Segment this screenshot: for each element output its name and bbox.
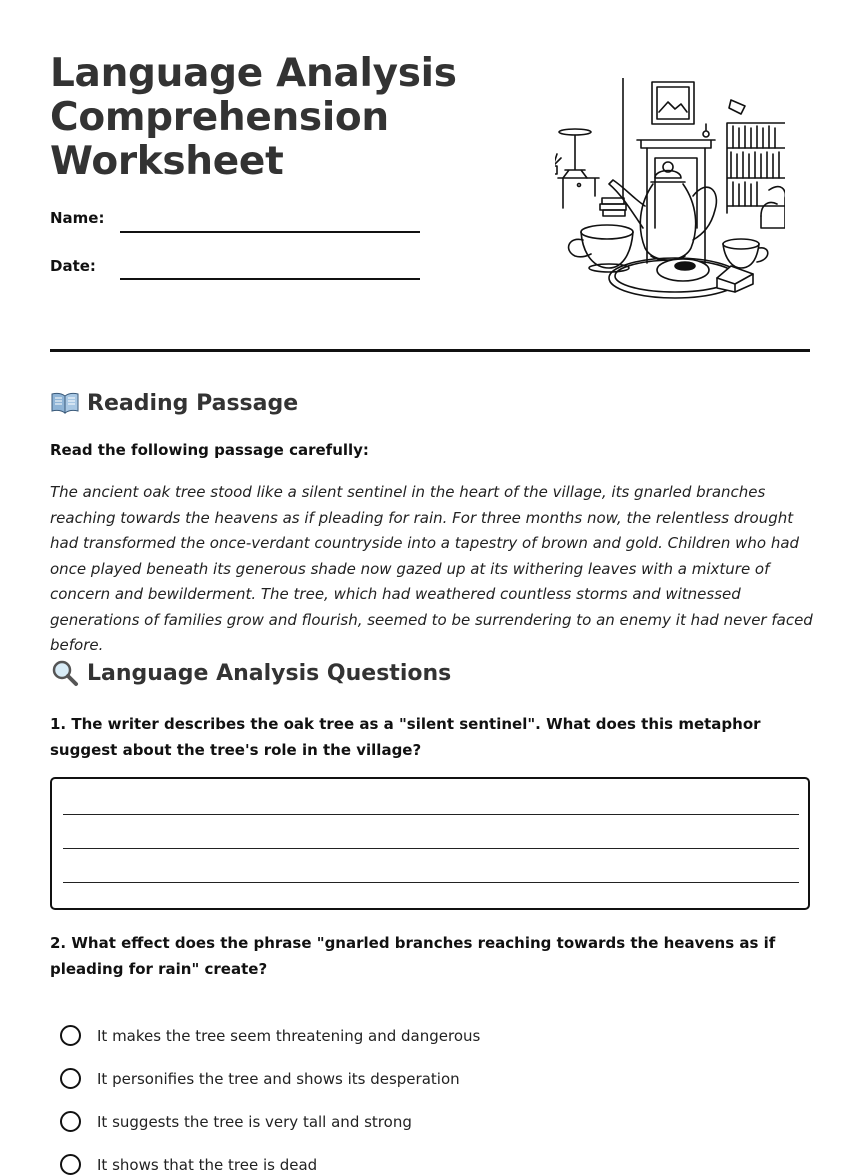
name-field[interactable] bbox=[120, 231, 420, 233]
date-field[interactable] bbox=[120, 278, 420, 280]
reading-instruction: Read the following passage carefully: bbox=[50, 441, 369, 459]
question-2-option-c[interactable] bbox=[60, 1111, 412, 1132]
questions-heading-text: Language Analysis Questions bbox=[87, 660, 452, 686]
tea-room-illustration bbox=[555, 78, 785, 303]
radio-button[interactable] bbox=[60, 1025, 81, 1046]
reading-passage-heading bbox=[50, 390, 298, 416]
open-book-icon bbox=[50, 390, 80, 416]
questions-heading bbox=[50, 660, 451, 686]
date-label: Date: bbox=[50, 257, 96, 275]
question-2-option-a[interactable] bbox=[60, 1025, 480, 1046]
radio-button[interactable] bbox=[60, 1068, 81, 1089]
answer-line bbox=[63, 848, 799, 849]
option-label: It makes the tree seem threatening and dangerous bbox=[97, 1026, 481, 1045]
answer-line bbox=[63, 882, 799, 883]
reading-passage-text: The ancient oak tree stood like a silent sentinel in the heart of the village, its gnarled branches reaching towards the heavens as if pleading for rain. For three months now, the relentless drought had transformed the once-verdant countryside into a tapestry of brown and gold. Children who had once played beneath its generous shade now gazed up at its withering leaves with a mixture of concern and bewilderment. The tree, which had weathered countless storms and witnessed generations of families grow and flourish, seemed to be surrendering to an enemy it had never faced before. bbox=[50, 483, 813, 654]
name-label: Name: bbox=[50, 209, 105, 227]
magnifying-glass-icon bbox=[50, 660, 80, 686]
question-1-answer-box[interactable] bbox=[50, 777, 810, 910]
worksheet-title: Language Analysis Comprehension Worksheet bbox=[50, 51, 457, 184]
question-2-text: 2. What effect does the phrase "gnarled branches reaching towards the heavens as if pleading for rain" create? bbox=[50, 934, 776, 978]
reading-passage-heading-text: Reading Passage bbox=[87, 390, 299, 416]
answer-line bbox=[63, 814, 799, 815]
question-1-text: 1. The writer describes the oak tree as a "silent sentinel". What does this metaphor suggest about the tree's role in the village? bbox=[50, 715, 761, 759]
radio-button[interactable] bbox=[60, 1111, 81, 1132]
option-label: It suggests the tree is very tall and strong bbox=[97, 1112, 412, 1131]
option-label: It personifies the tree and shows its desperation bbox=[97, 1069, 460, 1088]
header-divider bbox=[50, 349, 810, 352]
question-2-option-b[interactable] bbox=[60, 1068, 460, 1089]
radio-button[interactable] bbox=[60, 1154, 81, 1175]
question-2-option-d[interactable] bbox=[60, 1154, 317, 1175]
option-label: It shows that the tree is dead bbox=[97, 1155, 318, 1174]
